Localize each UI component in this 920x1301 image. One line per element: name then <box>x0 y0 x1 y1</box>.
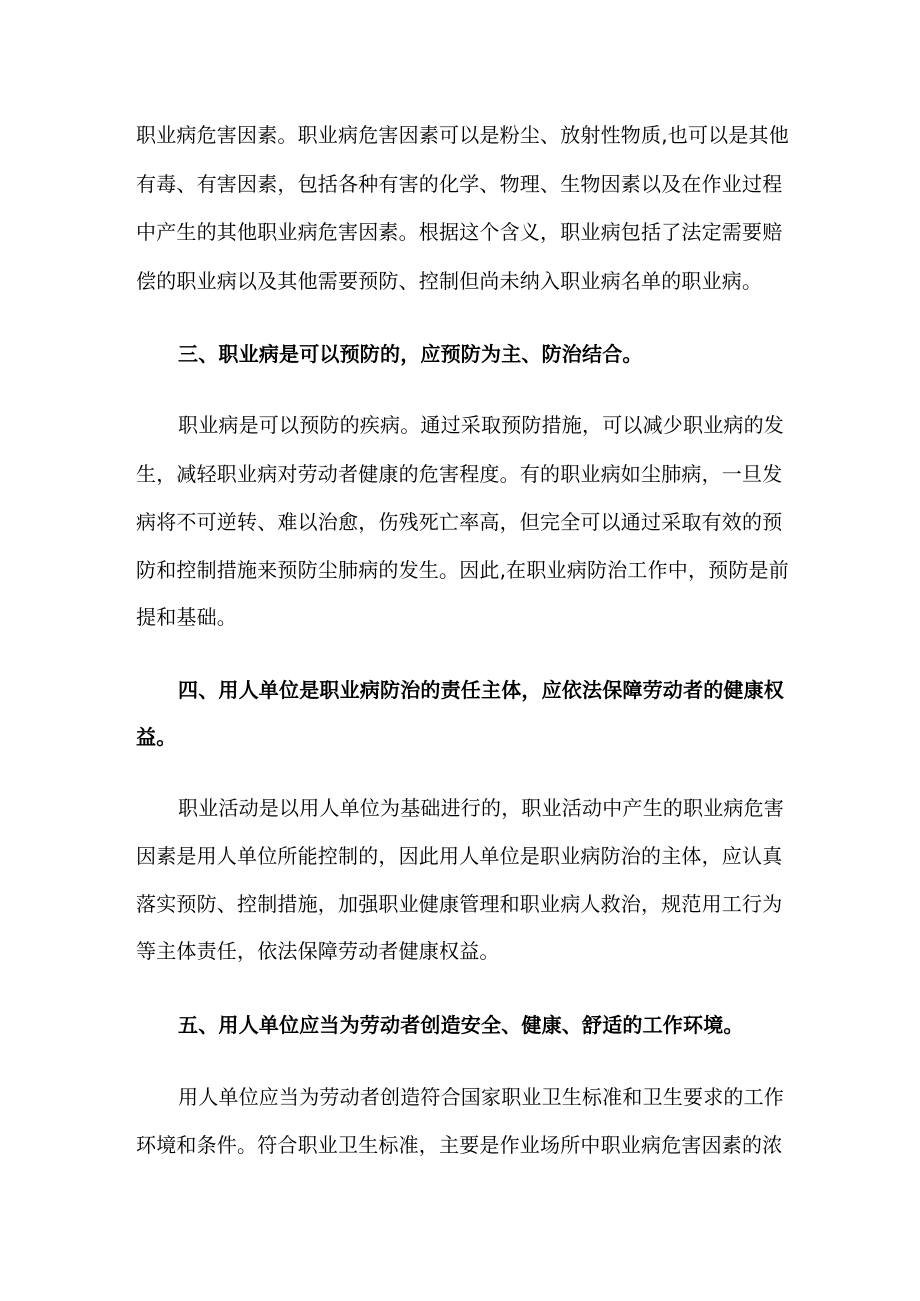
paragraph-line: 有毒、有害因素，包括各种有害的化学、物理、生物因素以及在作业过程 <box>136 172 783 196</box>
paragraph-line: 用人单位应当为劳动者创造符合国家职业卫生标准和卫生要求的工作 <box>178 1085 784 1109</box>
section-heading: 益。 <box>136 725 177 749</box>
paragraph-line: 偿的职业病以及其他需要预防、控制但尚未纳入职业病名单的职业病。 <box>136 269 763 293</box>
paragraph-line: 环境和条件。符合职业卫生标准，主要是作业场所中职业病危害因素的浓 <box>136 1133 783 1157</box>
paragraph-line: 防和控制措施来预防尘肺病的发生。因此,在职业病防治工作中，预防是前 <box>136 558 789 582</box>
paragraph-line: 落实预防、控制措施，加强职业健康管理和职业病人救治，规范用工行为 <box>136 892 783 916</box>
paragraph-line: 因素是用人单位所能控制的，因此用人单位是职业病防治的主体，应认真 <box>136 844 783 868</box>
paragraph-line: 病将不可逆转、难以治愈，伤残死亡率高，但完全可以通过采取有效的预 <box>136 510 783 534</box>
paragraph-line: 生，减轻职业病对劳动者健康的危害程度。有的职业病如尘肺病，一旦发 <box>136 462 783 486</box>
paragraph-line: 提和基础。 <box>136 605 237 629</box>
paragraph-line: 中产生的其他职业病危害因素。根据这个含义，职业病包括了法定需要赔 <box>136 220 783 244</box>
paragraph-line: 职业病危害因素。职业病危害因素可以是粉尘、放射性物质,也可以是其他 <box>136 123 789 147</box>
section-heading: 四、用人单位是职业病防治的责任主体，应依法保障劳动者的健康权 <box>178 678 784 702</box>
section-heading: 三、职业病是可以预防的，应预防为主、防治结合。 <box>178 342 643 366</box>
paragraph-line: 职业活动是以用人单位为基础进行的，职业活动中产生的职业病危害 <box>178 796 784 820</box>
paragraph-line: 等主体责任，依法保障劳动者健康权益。 <box>136 939 500 963</box>
paragraph-line: 职业病是可以预防的疾病。通过采取预防措施，可以减少职业病的发 <box>178 413 784 437</box>
section-heading: 五、用人单位应当为劳动者创造安全、健康、舒适的工作环境。 <box>178 1013 744 1037</box>
